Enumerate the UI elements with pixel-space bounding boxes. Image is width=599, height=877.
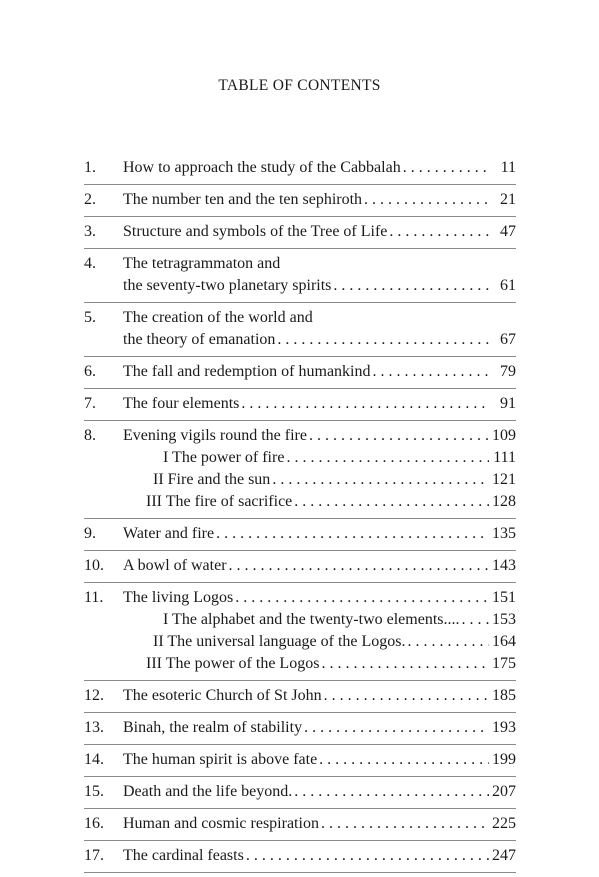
page-number: 225 bbox=[492, 815, 516, 832]
chapter-number: 17. bbox=[84, 847, 104, 864]
page-number: 185 bbox=[492, 687, 516, 704]
toc-line[interactable] bbox=[123, 425, 516, 447]
toc-subline[interactable] bbox=[123, 653, 516, 675]
chapter-number: 3. bbox=[84, 223, 96, 240]
page-number: 111 bbox=[493, 449, 516, 466]
toc-subline[interactable] bbox=[123, 609, 516, 631]
toc-subline[interactable] bbox=[123, 447, 516, 469]
toc-entry bbox=[84, 253, 516, 303]
toc-entry bbox=[84, 685, 516, 713]
page-number: 247 bbox=[492, 847, 516, 864]
chapter-number: 9. bbox=[84, 525, 96, 542]
leader-dots bbox=[235, 587, 489, 609]
chapter-title: How to approach the study of the Cabbalah bbox=[123, 159, 401, 176]
leader-dots bbox=[333, 275, 489, 297]
leader-dots bbox=[277, 329, 489, 351]
leader-dots bbox=[324, 685, 489, 707]
toc-subline[interactable] bbox=[123, 491, 516, 513]
chapter-number: 1. bbox=[84, 159, 96, 176]
leader-dots bbox=[286, 447, 489, 469]
leader-dots bbox=[294, 781, 489, 803]
page-number: 128 bbox=[492, 493, 516, 510]
leader-dots bbox=[408, 631, 489, 653]
toc-entry bbox=[84, 555, 516, 583]
toc-line[interactable] bbox=[123, 845, 516, 867]
toc-entry bbox=[84, 425, 516, 519]
toc-line[interactable] bbox=[123, 329, 516, 351]
chapter-title: Structure and symbols of the Tree of Life bbox=[123, 223, 388, 240]
toc-entry bbox=[84, 523, 516, 551]
section-title: III The power of the Logos bbox=[146, 655, 320, 672]
chapter-title: Water and fire bbox=[123, 525, 215, 542]
leader-dots bbox=[241, 393, 489, 415]
toc-subline[interactable] bbox=[123, 631, 516, 653]
toc-line[interactable] bbox=[123, 587, 516, 609]
page-number: 207 bbox=[492, 783, 516, 800]
toc-line[interactable] bbox=[123, 189, 516, 211]
page-number: 11 bbox=[500, 159, 516, 176]
toc-entry bbox=[84, 221, 516, 249]
chapter-title: Human and cosmic respiration bbox=[123, 815, 319, 832]
page-number: 164 bbox=[492, 633, 516, 650]
page-number: 135 bbox=[492, 525, 516, 542]
chapter-title: Binah, the realm of stability bbox=[123, 719, 303, 736]
toc-line[interactable] bbox=[123, 685, 516, 707]
chapter-number: 16. bbox=[84, 815, 104, 832]
toc-line[interactable] bbox=[123, 717, 516, 739]
leader-dots bbox=[319, 749, 489, 771]
leader-dots bbox=[403, 157, 489, 179]
page-number: 47 bbox=[500, 223, 516, 240]
chapter-number: 6. bbox=[84, 363, 96, 380]
toc-entry bbox=[84, 157, 516, 185]
toc-entry bbox=[84, 813, 516, 841]
chapter-title: The fall and redemption of humankind bbox=[123, 363, 371, 380]
leader-dots bbox=[246, 845, 489, 867]
chapter-title: The living Logos bbox=[123, 589, 234, 606]
page-title: TABLE OF CONTENTS bbox=[218, 77, 381, 94]
page-number: 143 bbox=[492, 557, 516, 574]
chapter-title: The human spirit is above fate bbox=[123, 751, 318, 768]
toc-entry bbox=[84, 307, 516, 357]
toc-line[interactable] bbox=[123, 275, 516, 297]
page-number: 61 bbox=[500, 277, 516, 294]
page-number: 109 bbox=[492, 427, 516, 444]
chapter-number: 8. bbox=[84, 427, 96, 444]
leader-dots bbox=[321, 813, 489, 835]
toc-entry bbox=[84, 587, 516, 681]
toc-entry bbox=[84, 393, 516, 421]
leader-dots bbox=[309, 425, 489, 447]
toc-line[interactable] bbox=[123, 157, 516, 179]
leader-dots bbox=[229, 555, 489, 577]
page-number: 153 bbox=[492, 611, 516, 628]
chapter-title: The esoteric Church of St John bbox=[123, 687, 322, 704]
leader-dots bbox=[304, 717, 489, 739]
toc-line[interactable] bbox=[123, 393, 516, 415]
chapter-number: 7. bbox=[84, 395, 96, 412]
chapter-title: The creation of the world and bbox=[123, 309, 313, 326]
toc-entry bbox=[84, 845, 516, 873]
section-title: II The universal language of the Logos. bbox=[153, 633, 406, 650]
toc-line[interactable] bbox=[123, 221, 516, 243]
section-title: III The fire of sacrifice bbox=[146, 493, 293, 510]
toc-entry bbox=[84, 781, 516, 809]
chapter-number: 10. bbox=[84, 557, 104, 574]
toc-line[interactable] bbox=[123, 361, 516, 383]
toc-subline[interactable] bbox=[123, 469, 516, 491]
chapter-number: 13. bbox=[84, 719, 104, 736]
chapter-number: 11. bbox=[84, 589, 104, 606]
toc-line[interactable] bbox=[123, 307, 516, 329]
chapter-title: The four elements bbox=[123, 395, 240, 412]
page-number: 21 bbox=[500, 191, 516, 208]
page-number: 91 bbox=[500, 395, 516, 412]
page-number: 193 bbox=[492, 719, 516, 736]
chapter-title-continued: the theory of emanation bbox=[123, 331, 276, 348]
chapter-title: Evening vigils round the fire bbox=[123, 427, 307, 444]
page-number: 79 bbox=[500, 363, 516, 380]
toc-line[interactable] bbox=[123, 749, 516, 771]
chapter-number: 2. bbox=[84, 191, 96, 208]
leader-dots bbox=[272, 469, 489, 491]
chapter-title: The tetragrammaton and bbox=[123, 255, 281, 272]
page-number: 121 bbox=[492, 471, 516, 488]
leader-dots bbox=[216, 523, 489, 545]
leader-dots bbox=[462, 609, 490, 631]
toc-entry bbox=[84, 717, 516, 745]
toc-entry bbox=[84, 361, 516, 389]
toc-entry bbox=[84, 189, 516, 217]
toc-entry bbox=[84, 749, 516, 777]
chapter-title: The cardinal feasts bbox=[123, 847, 244, 864]
toc-line[interactable] bbox=[123, 253, 516, 275]
page-number: 199 bbox=[492, 751, 516, 768]
chapter-title-continued: the seventy-two planetary spirits bbox=[123, 277, 332, 294]
chapter-title: Death and the life beyond. bbox=[123, 783, 293, 800]
chapter-number: 5. bbox=[84, 309, 96, 326]
leader-dots bbox=[294, 491, 489, 513]
toc-line[interactable] bbox=[123, 523, 516, 545]
leader-dots bbox=[364, 189, 489, 211]
page-number: 151 bbox=[492, 589, 516, 606]
section-title: I The alphabet and the twenty-two elements.... bbox=[163, 611, 460, 628]
leader-dots bbox=[321, 653, 489, 675]
chapter-number: 12. bbox=[84, 687, 104, 704]
leader-dots bbox=[389, 221, 489, 243]
chapter-number: 15. bbox=[84, 783, 104, 800]
page-number: 175 bbox=[492, 655, 516, 672]
toc-line[interactable] bbox=[123, 813, 516, 835]
page-number: 67 bbox=[500, 331, 516, 348]
chapter-title: The number ten and the ten sephiroth bbox=[123, 191, 363, 208]
chapter-title: A bowl of water bbox=[123, 557, 227, 574]
toc-line[interactable] bbox=[123, 555, 516, 577]
leader-dots bbox=[372, 361, 489, 383]
table-of-contents bbox=[84, 157, 516, 877]
section-title: I The power of fire bbox=[163, 449, 285, 466]
section-title: II Fire and the sun bbox=[153, 471, 271, 488]
chapter-number: 4. bbox=[84, 255, 96, 272]
toc-line[interactable] bbox=[123, 781, 516, 803]
chapter-number: 14. bbox=[84, 751, 104, 768]
